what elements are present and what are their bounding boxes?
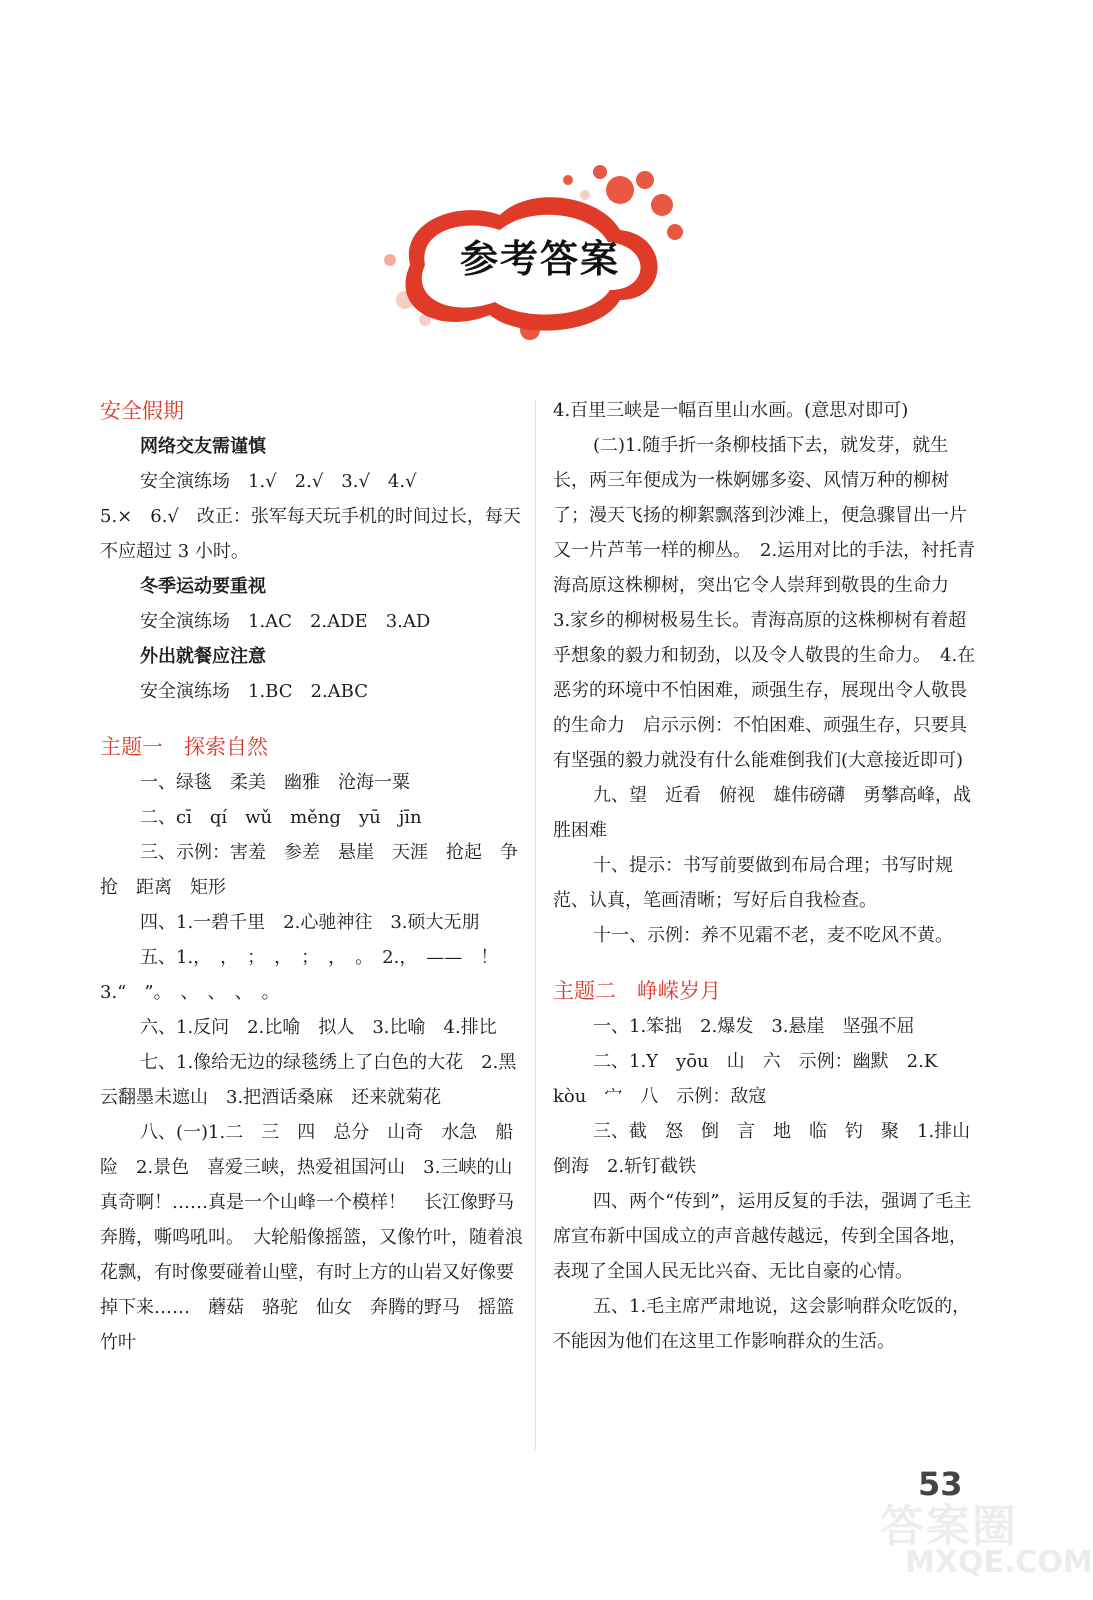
answer-line: 5.× 6.√ 改正：张军每天玩手机的时间过长，每天不应超过 3 小时。 xyxy=(100,506,521,562)
answer-line: 五、1.毛主席严肃地说，这会影响群众吃饭的，不能因为他们在这里工作影响群众的生活。 xyxy=(553,1296,971,1352)
answer-line: 五、1.， ， ； ， ； ， 。 2.， —— ！ 3.“ ”。 、 、 、 。 xyxy=(100,947,517,1003)
left-column xyxy=(100,393,532,1360)
answer-line: 四、两个“传到”，运用反复的手法，强调了毛主席宣布新中国成立的声音越传越远，传到全国各地，表现了全国人民无比兴奋、无比自豪的心情。 xyxy=(553,1191,972,1282)
answer-line: 安全演练场 1.BC 2.ABC xyxy=(140,681,369,702)
answer-line: 七、1.像给无边的绿毯绣上了白色的大花 2.黑云翻墨未遮山 3.把酒话桑麻 还来就菊花 xyxy=(100,1052,517,1108)
section-heading: 主题一 探索自然 xyxy=(100,735,268,759)
column-divider xyxy=(535,400,536,1450)
watermark-url: MXQE.COM xyxy=(905,1545,1093,1580)
answer-line: 三、示例：害羞 参差 悬崖 天涯 抢起 争抢 距离 矩形 xyxy=(100,842,518,898)
sub-heading: 外出就餐应注意 xyxy=(140,646,266,667)
answer-line: 三、截 怒 倒 言 地 临 钓 聚 1.排山倒海 2.斩钉截铁 xyxy=(553,1121,971,1177)
answer-line: 六、1.反问 2.比喻 拟人 3.比喻 4.排比 xyxy=(140,1017,497,1038)
sub-heading: 冬季运动要重视 xyxy=(140,576,266,597)
watermark-logo: 答案圈 xyxy=(880,1501,1018,1552)
page-number: 53 xyxy=(918,1465,963,1503)
answer-line: 安全演练场 1.AC 2.ADE 3.AD xyxy=(140,611,431,632)
answer-line: 一、绿毯 柔美 幽雅 沧海一粟 xyxy=(140,772,410,793)
sub-heading: 网络交友需谨慎 xyxy=(140,436,266,457)
answer-line: (二)1.随手折一条柳枝插下去，就发芽，就生长，两三年便成为一株婀娜多姿、风情万种的柳树了；漫天飞扬的柳絮飘落到沙滩上，便急骤冒出一片又一片芦苇一样的柳丛。 2.运用对比的手法，衬托青海高原这株柳树，突出它令人崇拜到敬畏的生命力 3.家乡的柳树极易生长。青海高原的这株柳树有着超乎想象的毅力和韧劲，以及令人敬畏的生命力。 4.在恶劣的环境中不怕困难，顽强生存，展现出令人敬畏的生命力 启示示例：不怕困难、顽强生存，只要具有坚强的毅力就没有什么能难倒我们(大意接近即可) xyxy=(553,435,976,771)
title-decoration xyxy=(370,150,700,350)
answer-line: 十一、示例：养不见霜不老，麦不吃风不黄。 xyxy=(593,925,953,946)
answer-line: 四、1.一碧千里 2.心驰神往 3.硕大无朋 xyxy=(140,912,480,933)
answer-line: 一、1.笨拙 2.爆发 3.悬崖 坚强不屈 xyxy=(593,1016,915,1037)
answer-line: 二、1.Y yōu 山 六 示例：幽默 2.K kòu 宀 八 示例：敌寇 xyxy=(553,1051,956,1107)
answer-line: 八、(一)1.二 三 四 总分 山奇 水急 船险 2.景色 喜爱三峡，热爱祖国河山 3.三峡的山真奇啊！……真是一个山峰一个模样！ 长江像野马奔腾，嘶鸣吼叫。 大轮船像摇篮，又像竹叶，随着浪花飘，有时像要碰着山壁，有时上方的山岩又好像要掉下来…… 蘑菇 骆驼 仙女 奔腾的野马 摇篮 竹叶 xyxy=(100,1122,532,1353)
section-heading: 安全假期 xyxy=(100,399,184,423)
answer-line: 4.百里三峡是一幅百里山水画。(意思对即可) xyxy=(553,400,909,421)
answer-line: 十、提示：书写前要做到布局合理；书写时规范、认真，笔画清晰；写好后自我检查。 xyxy=(553,855,953,911)
right-column xyxy=(553,393,983,1359)
answer-line: 九、望 近看 俯视 雄伟磅礴 勇攀高峰，战胜困难 xyxy=(553,785,971,841)
answer-line: 二、cī qí wǔ měng yū jīn xyxy=(140,807,422,828)
page-title: 参考答案 xyxy=(459,237,620,281)
answer-line: 安全演练场 1.√ 2.√ 3.√ 4.√ xyxy=(140,471,417,492)
section-heading: 主题二 峥嵘岁月 xyxy=(553,979,721,1003)
